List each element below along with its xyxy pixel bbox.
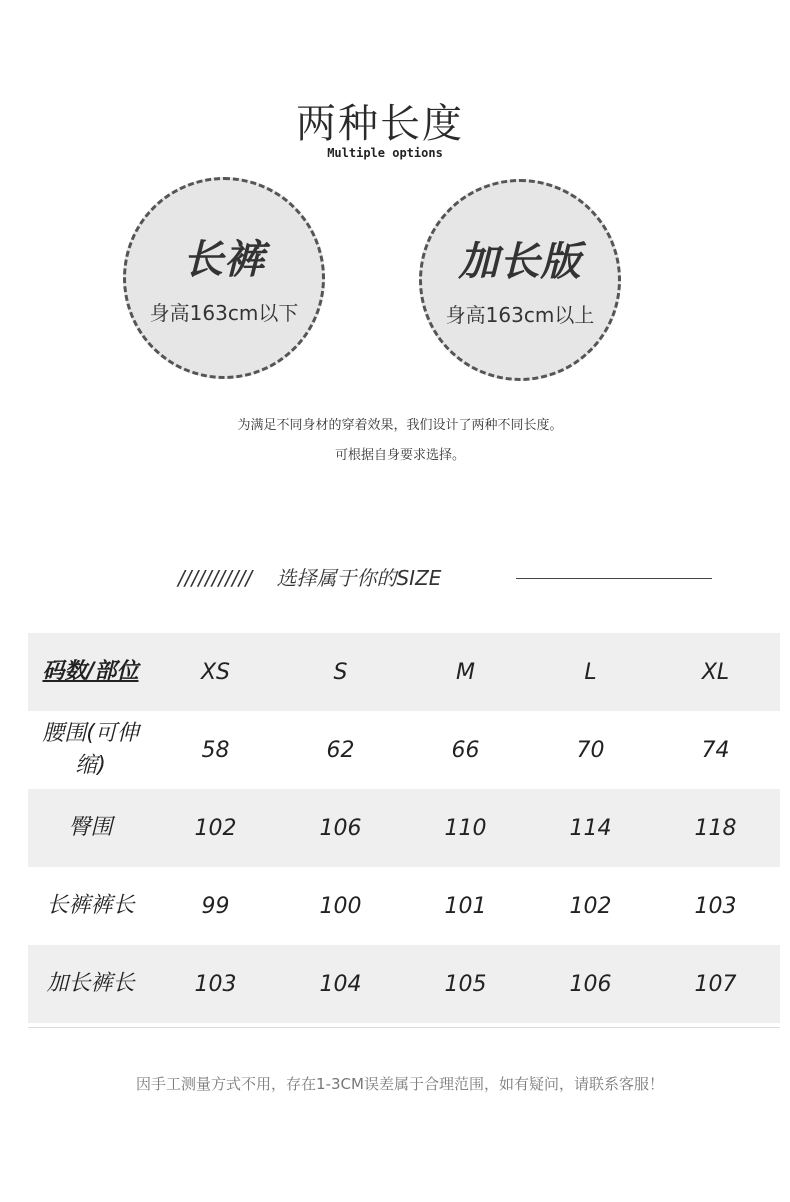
section-slashes: /////////// bbox=[178, 566, 253, 590]
measurement-footnote: 因手工测量方式不用，存在1-3CM误差属于合理范围，如有疑问，请联系客服！ bbox=[136, 1075, 664, 1093]
table-cell: 102 bbox=[569, 893, 612, 919]
table-bottom-divider bbox=[28, 1027, 780, 1028]
option-regular-badge bbox=[123, 177, 325, 379]
table-row bbox=[28, 867, 780, 945]
size-section-heading bbox=[178, 562, 441, 591]
table-cell: 100 bbox=[319, 893, 362, 919]
table-cell: 99 bbox=[201, 893, 230, 919]
size-table bbox=[28, 633, 780, 1023]
table-cell: 118 bbox=[694, 815, 737, 841]
table-header-cell: S bbox=[333, 659, 348, 685]
table-cell: 74 bbox=[701, 737, 730, 763]
option-long-badge bbox=[419, 179, 621, 381]
table-cell: 62 bbox=[326, 737, 355, 763]
table-cell: 114 bbox=[569, 815, 612, 841]
page-subtitle: Multiple options bbox=[327, 146, 443, 160]
table-cell: 58 bbox=[201, 737, 230, 763]
table-header-cell: 码数/部位 bbox=[42, 659, 139, 684]
table-cell: 106 bbox=[569, 971, 612, 997]
table-cell: 103 bbox=[194, 971, 237, 997]
table-row-label: 臀围 bbox=[68, 815, 113, 840]
table-cell: 104 bbox=[319, 971, 362, 997]
table-header-cell: XS bbox=[200, 659, 231, 685]
table-cell: 102 bbox=[194, 815, 237, 841]
table-cell: 70 bbox=[576, 737, 605, 763]
table-header-cell: XL bbox=[701, 659, 730, 685]
table-cell: 106 bbox=[319, 815, 362, 841]
table-cell: 107 bbox=[694, 971, 737, 997]
table-header-cell: L bbox=[584, 659, 597, 685]
table-row-label: 腰围(可伸缩) bbox=[42, 721, 139, 778]
page-title: 两种长度 bbox=[296, 101, 464, 147]
table-row bbox=[28, 711, 780, 789]
table-header-row bbox=[28, 633, 780, 711]
description-line-2: 可根据自身要求选择。 bbox=[334, 448, 465, 463]
option-long-name: 加长版 bbox=[458, 239, 582, 285]
table-cell: 110 bbox=[444, 815, 487, 841]
table-header-cell: M bbox=[456, 659, 475, 685]
option-long-height: 身高163cm以上 bbox=[445, 303, 595, 327]
table-row bbox=[28, 945, 780, 1023]
section-divider bbox=[516, 578, 712, 579]
table-cell: 103 bbox=[694, 893, 737, 919]
table-row-label: 长裤裤长 bbox=[46, 893, 135, 918]
table-cell: 101 bbox=[444, 893, 487, 919]
option-regular-name: 长裤 bbox=[183, 237, 265, 283]
size-section-title: 选择属于你的SIZE bbox=[276, 566, 442, 590]
table-row bbox=[28, 789, 780, 867]
option-regular-height: 身高163cm以下 bbox=[149, 301, 299, 325]
table-row-label: 加长裤长 bbox=[46, 971, 135, 996]
table-cell: 105 bbox=[444, 971, 487, 997]
table-cell: 66 bbox=[451, 737, 480, 763]
description-line-1: 为满足不同身材的穿着效果，我们设计了两种不同长度。 bbox=[237, 418, 563, 433]
